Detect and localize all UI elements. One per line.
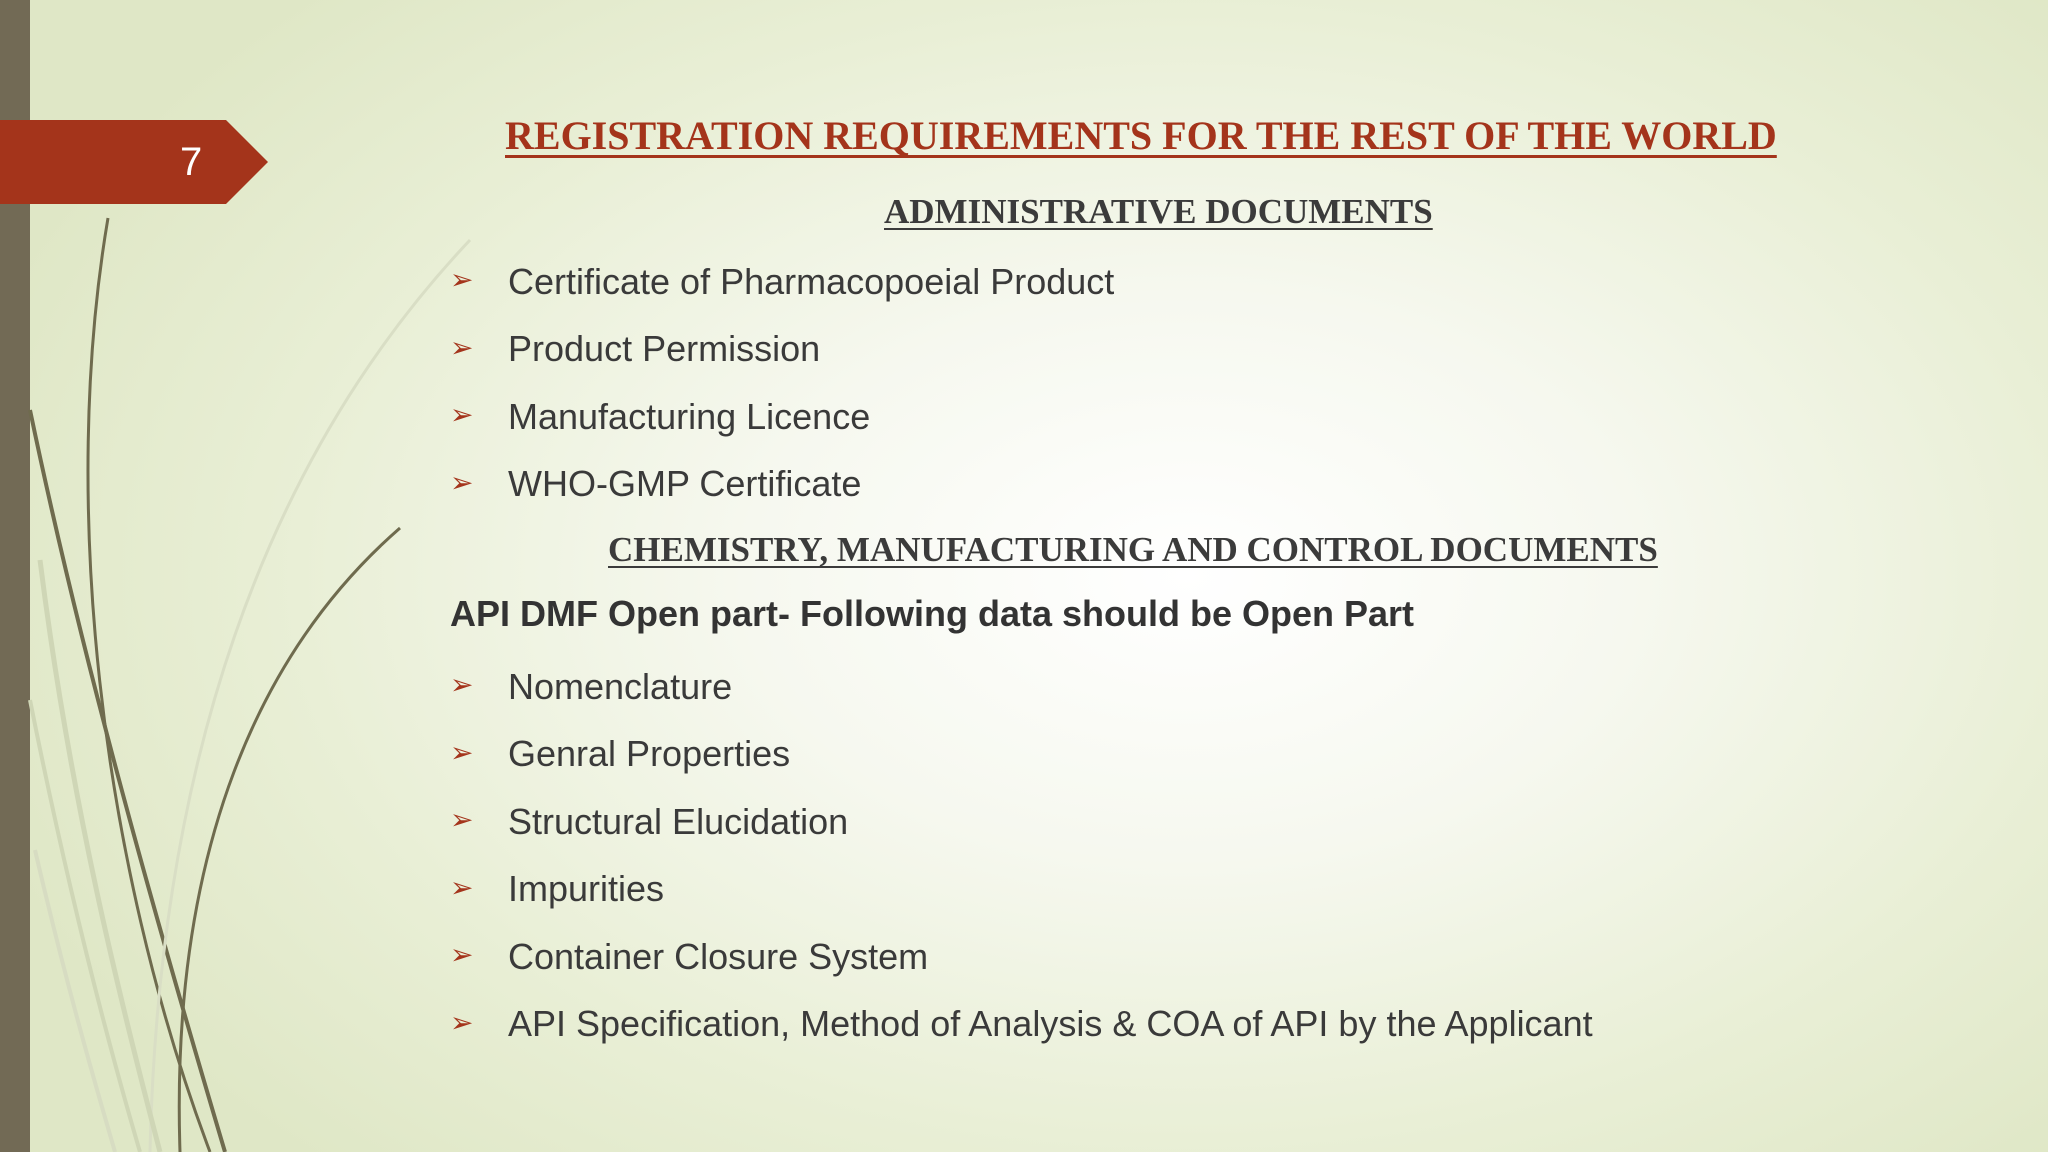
list-item: ➢ WHO-GMP Certificate bbox=[450, 463, 862, 505]
arrow-bullet-icon: ➢ bbox=[450, 398, 474, 432]
list-item: ➢ Impurities bbox=[450, 868, 665, 910]
administrative-documents-list bbox=[450, 248, 1114, 518]
slide-number: 7 bbox=[180, 140, 203, 184]
section-heading-cmc: CHEMISTRY, MANUFACTURING AND CONTROL DOCUMENTS bbox=[608, 530, 1658, 569]
arrow-bullet-icon: ➢ bbox=[450, 870, 474, 904]
slide-number-badge bbox=[0, 120, 268, 204]
list-item: ➢ Manufacturing Licence bbox=[450, 395, 871, 437]
arrow-bullet-icon: ➢ bbox=[450, 735, 474, 769]
arrow-bullet-icon: ➢ bbox=[450, 803, 474, 837]
list-item: ➢ Structural Elucidation bbox=[450, 800, 849, 842]
list-item: ➢ Nomenclature bbox=[450, 665, 733, 707]
arrow-bullet-icon: ➢ bbox=[450, 263, 474, 297]
list-item: ➢ Product Permission bbox=[450, 328, 821, 370]
list-item: ➢ API Specification, Method of Analysis & COA of API by the Applicant bbox=[450, 1003, 1593, 1045]
list-item: ➢ Certificate of Pharmacopoeial Product bbox=[450, 260, 1115, 302]
cmc-documents-list bbox=[450, 653, 1593, 1058]
list-item: ➢ Genral Properties bbox=[450, 733, 791, 775]
slide-title: REGISTRATION REQUIREMENTS FOR THE REST OF THE WORLD bbox=[505, 113, 1777, 158]
arrow-bullet-icon: ➢ bbox=[450, 330, 474, 364]
list-item: ➢ Container Closure System bbox=[450, 935, 929, 977]
arrow-bullet-icon: ➢ bbox=[450, 1005, 474, 1039]
arrow-bullet-icon: ➢ bbox=[450, 668, 474, 702]
section-heading-administrative: ADMINISTRATIVE DOCUMENTS bbox=[884, 192, 1433, 231]
api-dmf-subheading: API DMF Open part- Following data should be Open Part bbox=[450, 593, 1415, 634]
arrow-bullet-icon: ➢ bbox=[450, 938, 474, 972]
arrow-bullet-icon: ➢ bbox=[450, 465, 474, 499]
